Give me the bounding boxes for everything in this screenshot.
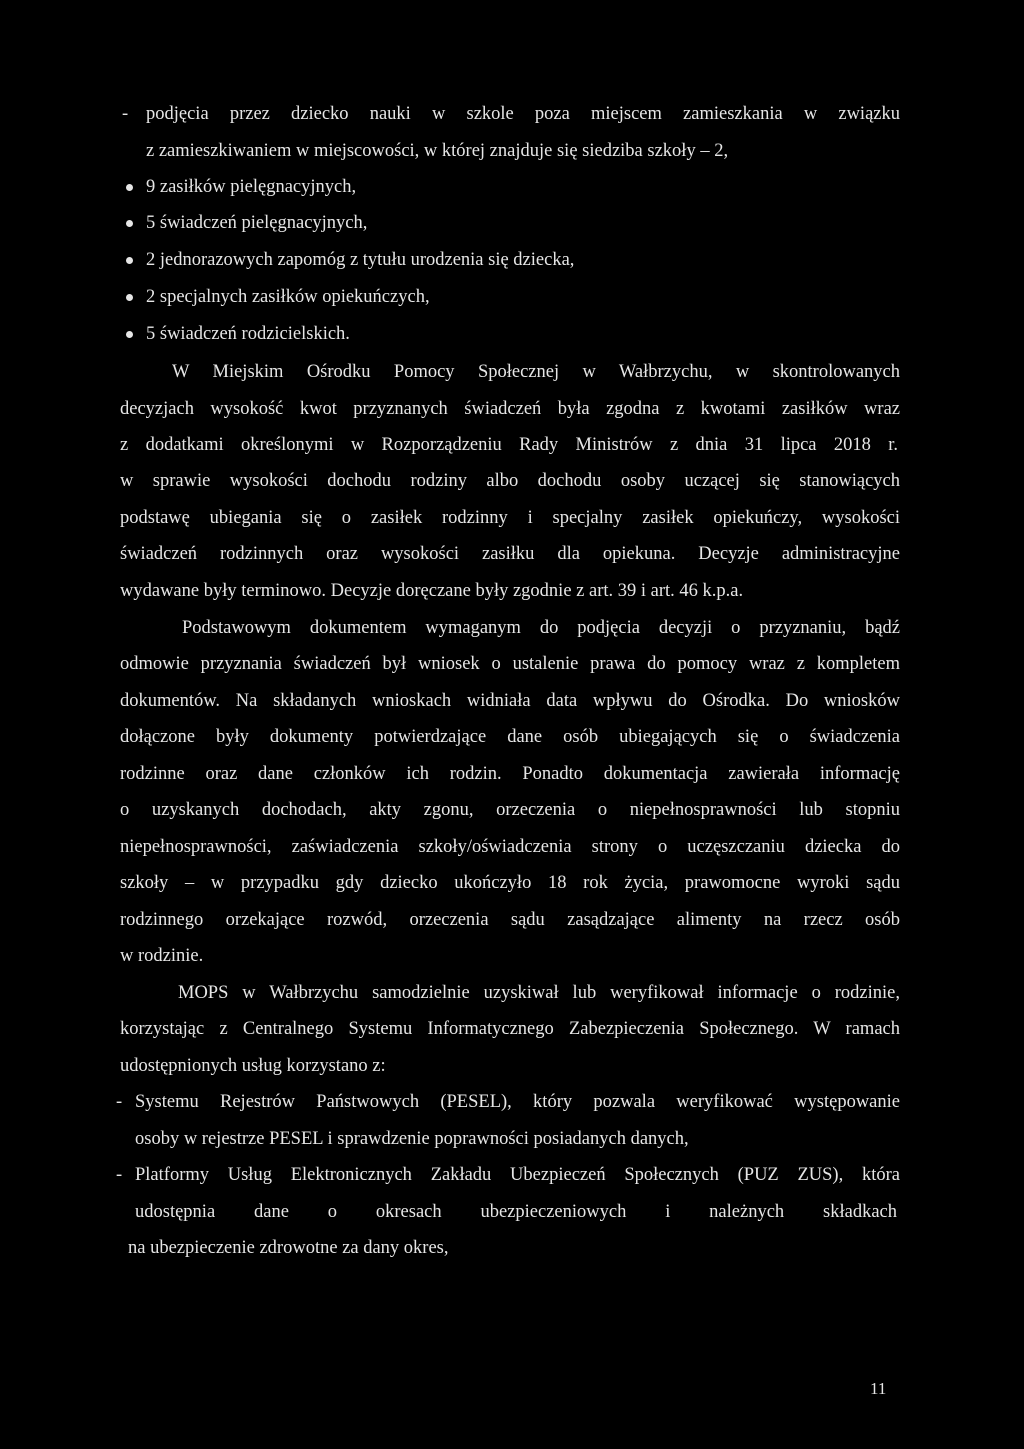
bullet-icon	[126, 257, 133, 264]
paragraph-line: podstawę ubiegania się o zasiłek rodzinny i specjalny zasiłek opiekuńczy, wysokości	[120, 508, 900, 528]
paragraph-line: odmowie przyznania świadczeń był wniosek o ustalenie prawa do pomocy wraz z kompletem	[120, 654, 900, 674]
paragraph-line: udostępnionych usług korzystano z:	[120, 1056, 386, 1076]
list-item-line: osoby w rejestrze PESEL i sprawdzenie poprawności posiadanych danych,	[135, 1129, 689, 1149]
paragraph-line: wydawane były terminowo. Decyzje doręczane były zgodnie z art. 39 i art. 46 k.p.a.	[120, 581, 744, 601]
bullet-item: 2 specjalnych zasiłków opiekuńczych,	[146, 287, 430, 307]
paragraph-line: korzystając z Centralnego Systemu Informatycznego Zabezpieczenia Społecznego. W ramach	[120, 1019, 900, 1039]
list-dash: -	[116, 1165, 123, 1185]
bullet-item: 9 zasiłków pielęgnacyjnych,	[146, 177, 357, 197]
paragraph-line: Podstawowym dokumentem wymaganym do podjęcia decyzji o przyznaniu, bądź	[182, 618, 900, 638]
paragraph-line: MOPS w Wałbrzychu samodzielnie uzyskiwał lub weryfikował informacje o rodzinie,	[178, 983, 900, 1003]
paragraph-line: dokumentów. Na składanych wnioskach widniała data wpływu do Ośrodka. Do wniosków	[120, 691, 900, 711]
paragraph-line: szkoły – w przypadku gdy dziecko ukończyło 18 rok życia, prawomocne wyroki sądu	[120, 873, 900, 893]
list-dash: -	[116, 1092, 123, 1112]
bullet-icon	[126, 294, 133, 301]
paragraph-line: niepełnosprawności, zaświadczenia szkoły/oświadczenia strony o uczęszczaniu dziecka do	[120, 837, 900, 857]
list-item-line: udostępnia dane o okresach ubezpieczeniowych i należnych składkach	[135, 1202, 897, 1222]
paragraph-line: świadczeń rodzinnych oraz wysokości zasiłku dla opiekuna. Decyzje administracyjne	[120, 544, 900, 564]
bullet-icon	[126, 220, 133, 227]
paragraph-line: o uzyskanych dochodach, akty zgonu, orzeczenia o niepełnosprawności lub stopniu	[120, 800, 900, 820]
paragraph-line: z dodatkami określonymi w Rozporządzeniu Rady Ministrów z dnia 31 lipca 2018 r.	[120, 435, 898, 455]
list-item-line: Systemu Rejestrów Państwowych (PESEL), który pozwala weryfikować występowanie	[135, 1092, 900, 1112]
page-number: 11	[870, 1379, 887, 1398]
paragraph-line: rodzinne oraz dane członków ich rodzin. Ponadto dokumentacja zawierała informację	[120, 764, 900, 784]
list-item-line: Platformy Usług Elektronicznych Zakładu Ubezpieczeń Społecznych (PUZ ZUS), która	[135, 1165, 900, 1185]
list-item-line: podjęcia przez dziecko nauki w szkole poza miejscem zamieszkania w związku	[146, 104, 900, 124]
bullet-icon	[126, 331, 133, 338]
bullet-item: 5 świadczeń rodzicielskich.	[146, 324, 350, 344]
paragraph-line: decyzjach wysokość kwot przyznanych świadczeń była zgodna z kwotami zasiłków wraz	[120, 399, 900, 419]
paragraph-line: dołączone były dokumenty potwierdzające dane osób ubiegających się o świadczenia	[120, 727, 900, 747]
bullet-icon	[126, 184, 133, 191]
list-item-line: z zamieszkiwaniem w miejscowości, w której znajduje się siedziba szkoły – 2,	[146, 141, 729, 161]
paragraph-line: w sprawie wysokości dochodu rodziny albo dochodu osoby uczącej się stanowiących	[120, 471, 900, 491]
list-dash: -	[122, 104, 129, 124]
bullet-item: 5 świadczeń pielęgnacyjnych,	[146, 213, 368, 233]
bullet-item: 2 jednorazowych zapomóg z tytułu urodzenia się dziecka,	[146, 250, 575, 270]
paragraph-line: rodzinnego orzekające rozwód, orzeczenia sądu zasądzające alimenty na rzecz osób	[120, 910, 900, 930]
paragraph-line: w rodzinie.	[120, 946, 204, 966]
paragraph-line: W Miejskim Ośrodku Pomocy Społecznej w Wałbrzychu, w skontrolowanych	[172, 362, 900, 382]
list-item-line: na ubezpieczenie zdrowotne za dany okres,	[128, 1238, 449, 1258]
